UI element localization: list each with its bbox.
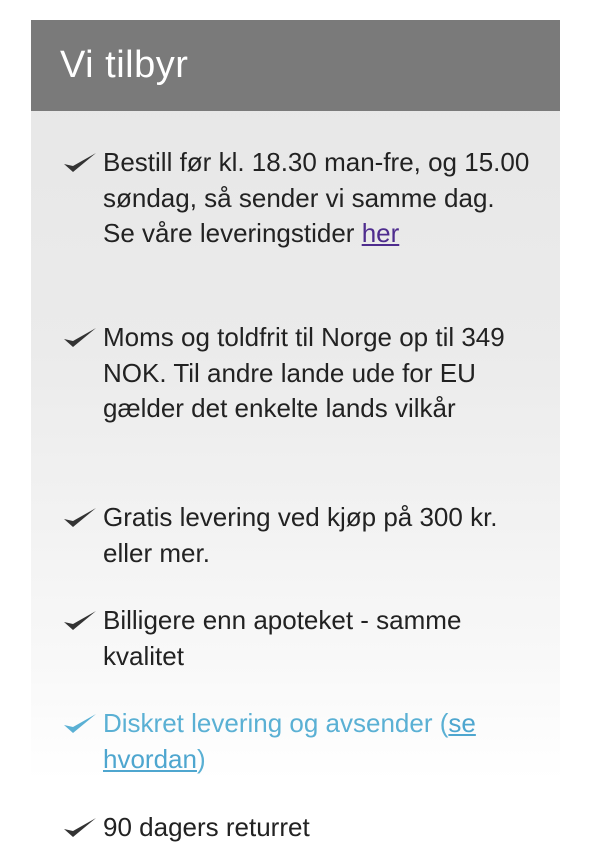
benefit-item-free-delivery bbox=[62, 500, 532, 571]
benefit-text: Gratis levering ved kjøp på 300 kr. eller mer. bbox=[103, 502, 498, 568]
check-icon bbox=[62, 609, 98, 633]
benefit-text: Billigere enn apoteket - samme kvalitet bbox=[103, 605, 462, 671]
see-how-link[interactable]: se hvordan bbox=[103, 708, 476, 774]
check-icon bbox=[62, 816, 98, 840]
benefit-text: Moms og toldfrit til Norge op til 349 NOK. Til andre lande ude for EU gælder det enkelte lands vilkår bbox=[103, 322, 505, 423]
panel-title: Vi tilbyr bbox=[31, 20, 560, 111]
benefit-text: Diskret levering og avsender (se hvordan) bbox=[103, 708, 476, 774]
benefit-item-customs bbox=[62, 320, 532, 427]
benefit-item-discreet bbox=[62, 706, 532, 777]
check-icon bbox=[62, 151, 98, 175]
check-icon bbox=[62, 506, 98, 530]
check-icon bbox=[62, 712, 98, 736]
check-icon bbox=[62, 326, 98, 350]
benefit-text: Bestill før kl. 18.30 man-fre, og 15.00 søndag, så sender vi samme dag. Se våre leveringstider her bbox=[103, 147, 530, 248]
delivery-times-link[interactable]: her bbox=[361, 218, 400, 248]
benefit-item-return bbox=[62, 810, 532, 846]
benefit-item-delivery-times bbox=[62, 145, 532, 252]
offer-panel bbox=[31, 20, 560, 863]
benefit-text: 90 dagers returret bbox=[103, 812, 310, 842]
benefit-item-cheaper bbox=[62, 603, 532, 674]
